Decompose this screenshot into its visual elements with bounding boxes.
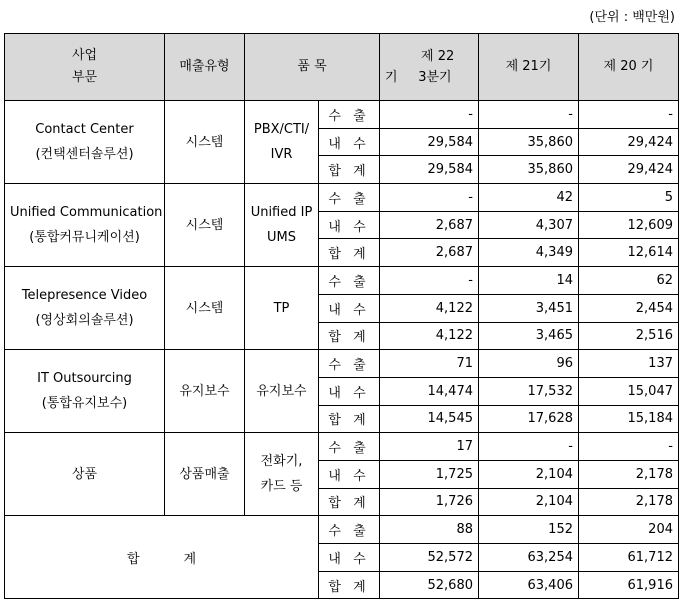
cell-value-p20: 12,614 <box>579 239 679 267</box>
cell-value-p22: 1,725 <box>380 460 479 488</box>
cell-sales-type <box>165 267 245 350</box>
total-label-part: 합 <box>126 551 140 567</box>
item-line: 전화기, <box>260 454 303 470</box>
cell-value-p21: - <box>479 101 579 129</box>
cell-item <box>245 433 319 516</box>
segment-line: 상품 <box>71 466 98 482</box>
segment-line: IT Outsourcing <box>37 371 132 387</box>
item-line: TP <box>273 300 290 316</box>
cell-kind: 수 출 <box>319 433 380 461</box>
cell-value-p22: 2,687 <box>380 239 479 267</box>
header-period-22-line2: 기 3분기 <box>385 70 452 85</box>
cell-item <box>245 184 319 267</box>
cell-value-p20: 62 <box>579 267 679 295</box>
table-row <box>5 184 679 212</box>
sales-type-line: 시스템 <box>185 217 224 233</box>
table-row <box>5 101 679 129</box>
cell-value-p21: 42 <box>479 184 579 212</box>
item-line: Unified IP <box>250 205 313 221</box>
header-period-22-line1: 제 22 <box>421 49 455 64</box>
cell-value-p21: 17,532 <box>479 377 579 405</box>
cell-kind: 수 출 <box>319 184 380 212</box>
item-line: UMS <box>267 230 296 246</box>
cell-kind: 합 계 <box>319 322 380 350</box>
cell-kind: 수 출 <box>319 516 380 544</box>
cell-kind: 합 계 <box>319 156 380 184</box>
cell-value-p22: 71 <box>380 350 479 378</box>
sales-type-line: 유지보수 <box>179 383 230 399</box>
cell-value-p21: 4,349 <box>479 239 579 267</box>
cell-kind: 내 수 <box>319 377 380 405</box>
cell-value-p22: - <box>380 267 479 295</box>
cell-value-p21: 3,465 <box>479 322 579 350</box>
sales-type-line: 상품매출 <box>179 466 230 482</box>
cell-value-p20: 204 <box>579 516 679 544</box>
cell-kind: 내 수 <box>319 460 380 488</box>
cell-value-p21: 17,628 <box>479 405 579 433</box>
cell-item <box>245 267 319 350</box>
table-row <box>5 350 679 378</box>
cell-value-p21: 4,307 <box>479 211 579 239</box>
segment-line: (컨택센터솔루션) <box>35 147 134 163</box>
item-line: PBX/CTI/ <box>253 122 310 138</box>
header-sales-type: 매출유형 <box>165 34 245 101</box>
segment-line: Unified Communication <box>10 205 163 221</box>
cell-value-p22: 17 <box>380 433 479 461</box>
cell-value-p20: 15,047 <box>579 377 679 405</box>
cell-value-p21: 35,860 <box>479 156 579 184</box>
cell-value-p20: 2,454 <box>579 294 679 322</box>
segment-line: (영상회의솔루션) <box>35 313 134 329</box>
cell-kind: 합 계 <box>319 239 380 267</box>
unit-note: (단위 : 백만원) <box>589 10 675 25</box>
cell-kind: 내 수 <box>319 294 380 322</box>
cell-kind: 수 출 <box>319 101 380 129</box>
cell-value-p20: 29,424 <box>579 156 679 184</box>
cell-value-p20: 29,424 <box>579 128 679 156</box>
item-line: 유지보수 <box>256 383 307 399</box>
cell-sales-type <box>165 101 245 184</box>
sales-type-line: 시스템 <box>185 134 224 150</box>
header-segment-line1: 사업 <box>71 48 98 63</box>
cell-kind: 내 수 <box>319 211 380 239</box>
cell-value-p20: 2,178 <box>579 460 679 488</box>
cell-value-p21: 14 <box>479 267 579 295</box>
cell-value-p21: 96 <box>479 350 579 378</box>
cell-kind: 합 계 <box>319 488 380 516</box>
cell-value-p20: 15,184 <box>579 405 679 433</box>
cell-segment <box>5 350 165 433</box>
cell-value-p20: 61,712 <box>579 544 679 572</box>
item-line: 카드 등 <box>260 479 303 495</box>
header-period-22 <box>380 34 479 101</box>
table-row <box>5 267 679 295</box>
sales-type-line: 시스템 <box>185 300 224 316</box>
cell-value-p20: 137 <box>579 350 679 378</box>
total-label-part: 계 <box>183 551 197 567</box>
cell-segment <box>5 267 165 350</box>
cell-segment <box>5 433 165 516</box>
cell-total-label <box>5 516 319 599</box>
segment-line: Contact Center <box>35 122 134 138</box>
header-item: 품 목 <box>245 34 380 101</box>
cell-kind: 내 수 <box>319 128 380 156</box>
cell-value-p21: 63,406 <box>479 571 579 599</box>
segment-line: (통합커뮤니케이션) <box>29 230 140 246</box>
cell-item <box>245 101 319 184</box>
revenue-table <box>4 33 679 599</box>
cell-value-p21: 63,254 <box>479 544 579 572</box>
cell-value-p22: 29,584 <box>380 128 479 156</box>
header-segment-line2: 부문 <box>71 70 98 85</box>
header-segment <box>5 34 165 101</box>
cell-value-p22: 4,122 <box>380 322 479 350</box>
cell-sales-type <box>165 433 245 516</box>
cell-value-p21: 2,104 <box>479 488 579 516</box>
cell-segment <box>5 184 165 267</box>
cell-item <box>245 350 319 433</box>
cell-kind: 합 계 <box>319 571 380 599</box>
total-row <box>5 516 679 544</box>
cell-value-p20: 61,916 <box>579 571 679 599</box>
cell-kind: 합 계 <box>319 405 380 433</box>
cell-value-p20: 12,609 <box>579 211 679 239</box>
cell-value-p21: 3,451 <box>479 294 579 322</box>
cell-kind: 수 출 <box>319 350 380 378</box>
cell-value-p22: 29,584 <box>380 156 479 184</box>
cell-value-p22: 2,687 <box>380 211 479 239</box>
cell-value-p22: - <box>380 101 479 129</box>
header-period-20: 제 20 기 <box>579 34 679 101</box>
table-row <box>5 433 679 461</box>
cell-sales-type <box>165 184 245 267</box>
cell-value-p21: - <box>479 433 579 461</box>
cell-value-p20: - <box>579 433 679 461</box>
cell-kind: 내 수 <box>319 544 380 572</box>
cell-segment <box>5 101 165 184</box>
cell-value-p20: 5 <box>579 184 679 212</box>
cell-sales-type <box>165 350 245 433</box>
segment-line: Telepresence Video <box>21 288 148 304</box>
cell-value-p21: 152 <box>479 516 579 544</box>
cell-value-p21: 2,104 <box>479 460 579 488</box>
segment-line: (통합유지보수) <box>41 396 128 412</box>
cell-value-p22: - <box>380 184 479 212</box>
cell-value-p20: 2,178 <box>579 488 679 516</box>
cell-value-p20: 2,516 <box>579 322 679 350</box>
cell-value-p22: 52,572 <box>380 544 479 572</box>
cell-kind: 수 출 <box>319 267 380 295</box>
cell-value-p22: 88 <box>380 516 479 544</box>
header-row <box>5 34 679 101</box>
cell-value-p20: - <box>579 101 679 129</box>
cell-value-p22: 14,474 <box>380 377 479 405</box>
item-line: IVR <box>270 147 293 163</box>
header-period-21: 제 21기 <box>479 34 579 101</box>
cell-value-p22: 52,680 <box>380 571 479 599</box>
cell-value-p22: 4,122 <box>380 294 479 322</box>
cell-value-p21: 35,860 <box>479 128 579 156</box>
cell-value-p22: 14,545 <box>380 405 479 433</box>
cell-value-p22: 1,726 <box>380 488 479 516</box>
